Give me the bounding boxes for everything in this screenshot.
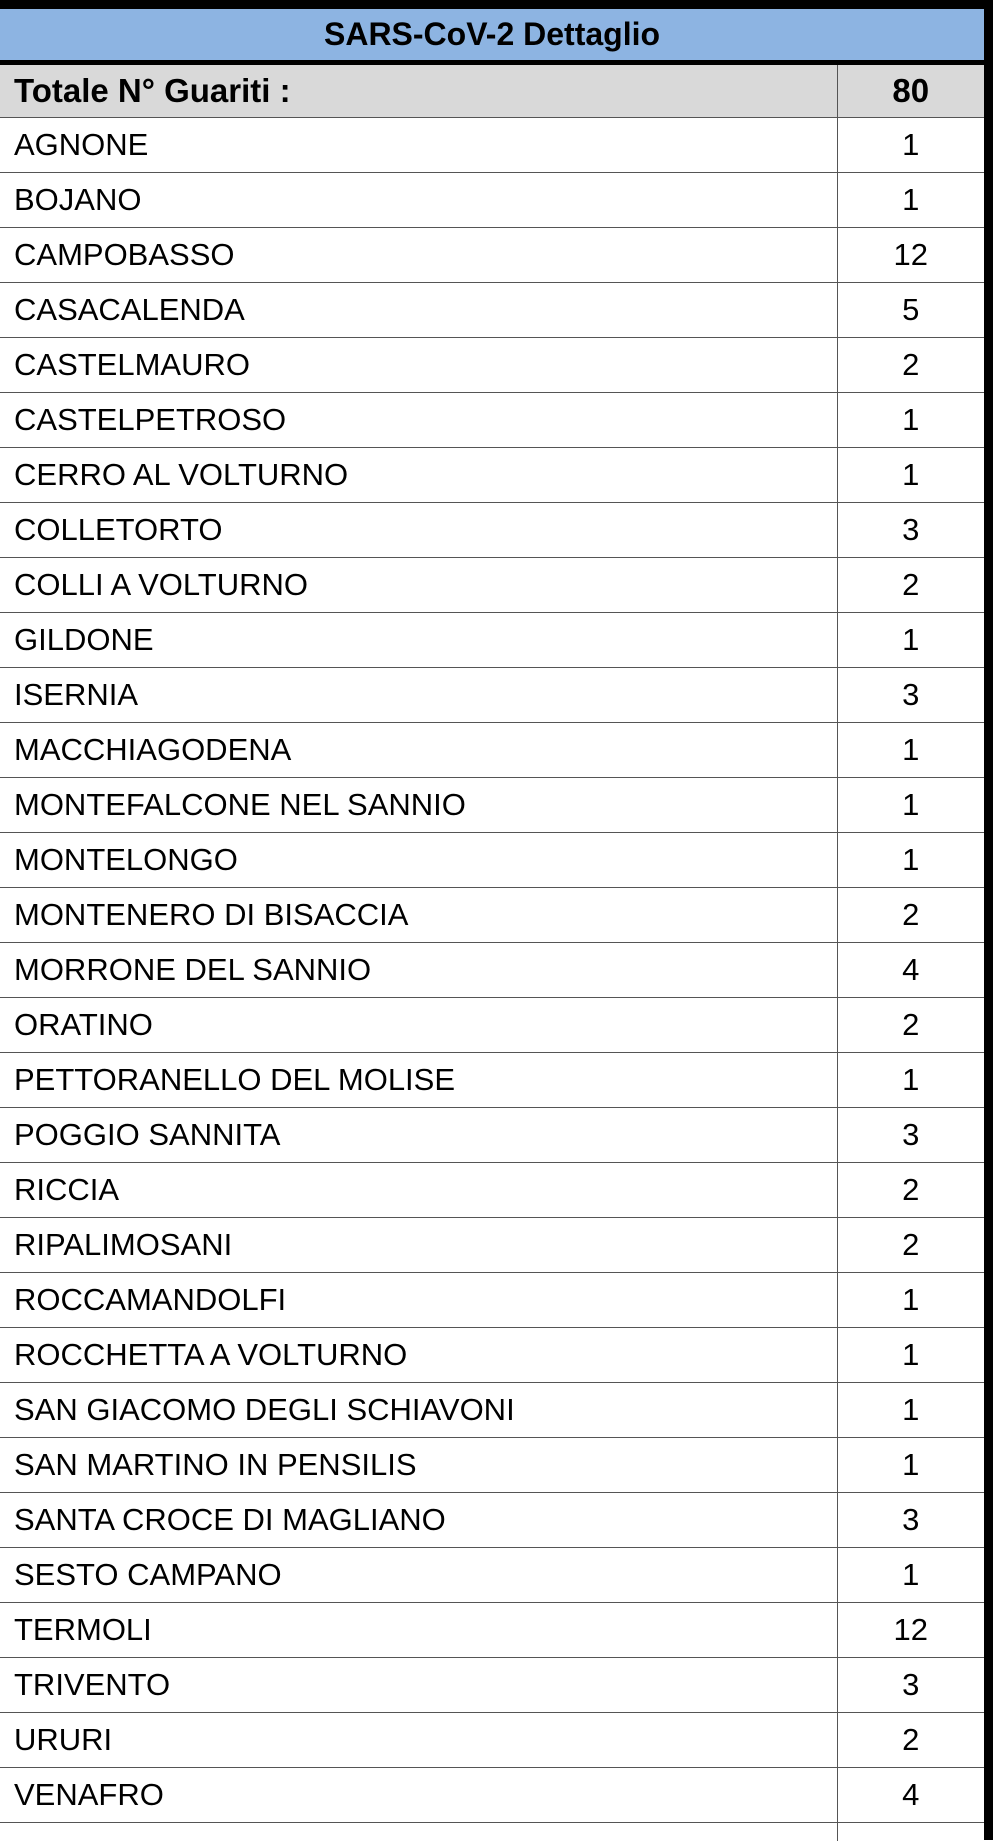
recovered-count: 1 xyxy=(837,1548,984,1603)
recovered-count: 3 xyxy=(837,1658,984,1713)
recovered-count: 2 xyxy=(837,1218,984,1273)
recovered-count: 2 xyxy=(837,558,984,613)
table-row xyxy=(0,888,984,943)
recovered-count: 4 xyxy=(837,1768,984,1823)
table-row xyxy=(0,1383,984,1438)
table-row xyxy=(0,1493,984,1548)
table-row xyxy=(0,668,984,723)
municipality-name: GILDONE xyxy=(0,613,837,668)
municipality-name: SAN GIACOMO DEGLI SCHIAVONI xyxy=(0,1383,837,1438)
recovered-count: 12 xyxy=(837,228,984,283)
recovered-count: 1 xyxy=(837,393,984,448)
recovered-count: 1 xyxy=(837,613,984,668)
recovered-count: 2 xyxy=(837,888,984,943)
municipality-name: CASTELPETROSO xyxy=(0,393,837,448)
municipality-name: ORATINO xyxy=(0,998,837,1053)
table-row xyxy=(0,283,984,338)
total-label: Totale N° Guariti : xyxy=(0,65,837,118)
municipality-name: CASACALENDA xyxy=(0,283,837,338)
table-row xyxy=(0,1658,984,1713)
table-row xyxy=(0,1713,984,1768)
municipality-name: MONTEFALCONE NEL SANNIO xyxy=(0,778,837,833)
table-row xyxy=(0,723,984,778)
recovered-count: 2 xyxy=(837,1713,984,1768)
municipality-name: TERMOLI xyxy=(0,1603,837,1658)
municipality-name: COLLI A VOLTURNO xyxy=(0,558,837,613)
recovered-count: 4 xyxy=(837,943,984,998)
municipality-name: MONTENERO DI BISACCIA xyxy=(0,888,837,943)
recovered-count: 1 xyxy=(837,448,984,503)
empty-cell xyxy=(837,1823,984,1841)
table-row xyxy=(0,1053,984,1108)
municipality-name: SAN MARTINO IN PENSILIS xyxy=(0,1438,837,1493)
recovered-count: 1 xyxy=(837,118,984,173)
recovered-count: 3 xyxy=(837,503,984,558)
empty-cell xyxy=(0,1823,837,1841)
table-row xyxy=(0,1163,984,1218)
table-row xyxy=(0,1438,984,1493)
table-row xyxy=(0,998,984,1053)
municipality-name: SANTA CROCE DI MAGLIANO xyxy=(0,1493,837,1548)
recovered-table xyxy=(0,65,984,1841)
recovered-count: 3 xyxy=(837,668,984,723)
municipality-name: MACCHIAGODENA xyxy=(0,723,837,778)
municipality-name: BOJANO xyxy=(0,173,837,228)
municipality-name: TRIVENTO xyxy=(0,1658,837,1713)
table-row xyxy=(0,1108,984,1163)
total-row xyxy=(0,65,984,118)
table-row xyxy=(0,228,984,283)
sheet-title: SARS-CoV-2 Dettaglio xyxy=(0,9,984,65)
recovered-count: 1 xyxy=(837,833,984,888)
total-value: 80 xyxy=(837,65,984,118)
recovered-count: 1 xyxy=(837,1438,984,1493)
table-row xyxy=(0,778,984,833)
recovered-count: 12 xyxy=(837,1603,984,1658)
table-row xyxy=(0,173,984,228)
recovered-count: 1 xyxy=(837,1053,984,1108)
table-row xyxy=(0,1548,984,1603)
municipality-name: MORRONE DEL SANNIO xyxy=(0,943,837,998)
recovered-count: 1 xyxy=(837,173,984,228)
table-row xyxy=(0,943,984,998)
table-row xyxy=(0,1328,984,1383)
table-row xyxy=(0,613,984,668)
table-row xyxy=(0,833,984,888)
recovered-count: 5 xyxy=(837,283,984,338)
municipality-name: CASTELMAURO xyxy=(0,338,837,393)
municipality-name: MONTELONGO xyxy=(0,833,837,888)
table-row xyxy=(0,1768,984,1823)
table-row xyxy=(0,1273,984,1328)
municipality-name: CAMPOBASSO xyxy=(0,228,837,283)
recovered-count: 1 xyxy=(837,778,984,833)
recovered-count: 3 xyxy=(837,1493,984,1548)
municipality-name: ROCCHETTA A VOLTURNO xyxy=(0,1328,837,1383)
recovered-count: 1 xyxy=(837,1383,984,1438)
recovered-count: 1 xyxy=(837,1273,984,1328)
recovered-count: 2 xyxy=(837,998,984,1053)
empty-row xyxy=(0,1823,984,1841)
table-row xyxy=(0,1218,984,1273)
municipality-name: CERRO AL VOLTURNO xyxy=(0,448,837,503)
municipality-name: VENAFRO xyxy=(0,1768,837,1823)
recovered-count: 1 xyxy=(837,1328,984,1383)
recovered-count: 1 xyxy=(837,723,984,778)
municipality-name: ISERNIA xyxy=(0,668,837,723)
table-row xyxy=(0,558,984,613)
table-row xyxy=(0,1603,984,1658)
table-row xyxy=(0,503,984,558)
municipality-name: POGGIO SANNITA xyxy=(0,1108,837,1163)
table-row xyxy=(0,393,984,448)
municipality-name: AGNONE xyxy=(0,118,837,173)
municipality-name: PETTORANELLO DEL MOLISE xyxy=(0,1053,837,1108)
municipality-name: ROCCAMANDOLFI xyxy=(0,1273,837,1328)
municipality-name: RIPALIMOSANI xyxy=(0,1218,837,1273)
municipality-name: SESTO CAMPANO xyxy=(0,1548,837,1603)
table-row xyxy=(0,338,984,393)
municipality-name: RICCIA xyxy=(0,1163,837,1218)
recovered-count: 2 xyxy=(837,1163,984,1218)
table-row xyxy=(0,118,984,173)
municipality-name: COLLETORTO xyxy=(0,503,837,558)
municipality-name: URURI xyxy=(0,1713,837,1768)
recovered-count: 3 xyxy=(837,1108,984,1163)
table-row xyxy=(0,448,984,503)
recovered-count: 2 xyxy=(837,338,984,393)
